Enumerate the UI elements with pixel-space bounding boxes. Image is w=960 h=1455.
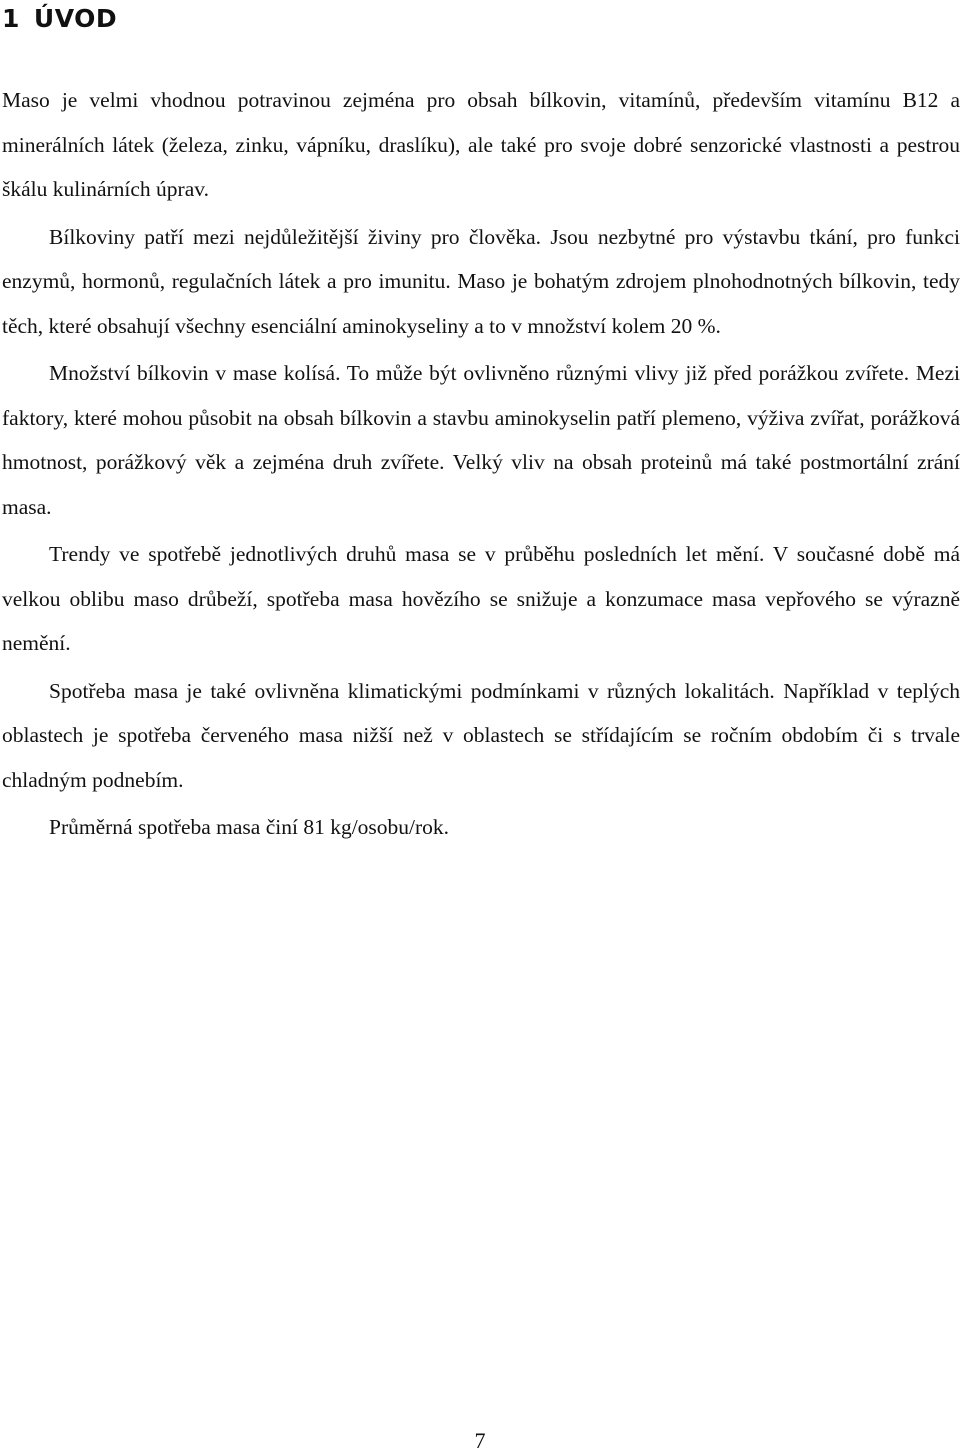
chapter-heading [2,2,117,36]
paragraph-protein-variation: Množství bílkovin v mase kolísá. To může být ovlivněno různými vlivy již před porážkou zvířete. Mezi faktory, které mohou působit na obsah bílkovin a stavbu aminokyselin patří plemeno, výživa zvířat, porážková hmotnost, porážkový věk a zejména druh zvířete. Velký vliv na obsah proteinů má také postmortální zrání masa. [2,361,960,519]
body-text [2,78,960,853]
page-number: 7 [474,1428,486,1453]
paragraph-average-consumption: Průměrná spotřeba masa činí 81 kg/osobu/rok. [49,815,450,839]
paragraph-consumption-trends: Trendy ve spotřebě jednotlivých druhů masa se v průběhu posledních let mění. V současné době má velkou oblibu maso drůbeží, spotřeba masa hovězího se snižuje a konzumace masa vepřového se výrazně nemění. [2,542,960,655]
paragraph-intro: Maso je velmi vhodnou potravinou zejména pro obsah bílkovin, vitamínů, především vitamínu B12 a minerálních látek (železa, zinku, vápníku, draslíku), ale také pro svoje dobré senzorické vlastnosti a pestrou škálu kulinárních úprav. [2,88,960,201]
paragraph-climate: Spotřeba masa je také ovlivněna klimatickými podmínkami v různých lokalitách. Například v teplých oblastech je spotřeba červeného masa nižší než v oblastech se střídajícím se ročním obdobím či s trvale chladným podnebím. [2,678,960,792]
chapter-number: 1 [2,4,20,33]
paragraph-proteins: Bílkoviny patří mezi nejdůležitější živiny pro člověka. Jsou nezbytné pro výstavbu tkání, pro funkci enzymů, hormonů, regulačních látek a pro imunitu. Maso je bohatým zdrojem plnohodnotných bílkovin, tedy těch, které obsahují všechny esenciální aminokyseliny a to v množství kolem 20 %. [2,224,960,338]
chapter-title: ÚVOD [33,4,118,33]
